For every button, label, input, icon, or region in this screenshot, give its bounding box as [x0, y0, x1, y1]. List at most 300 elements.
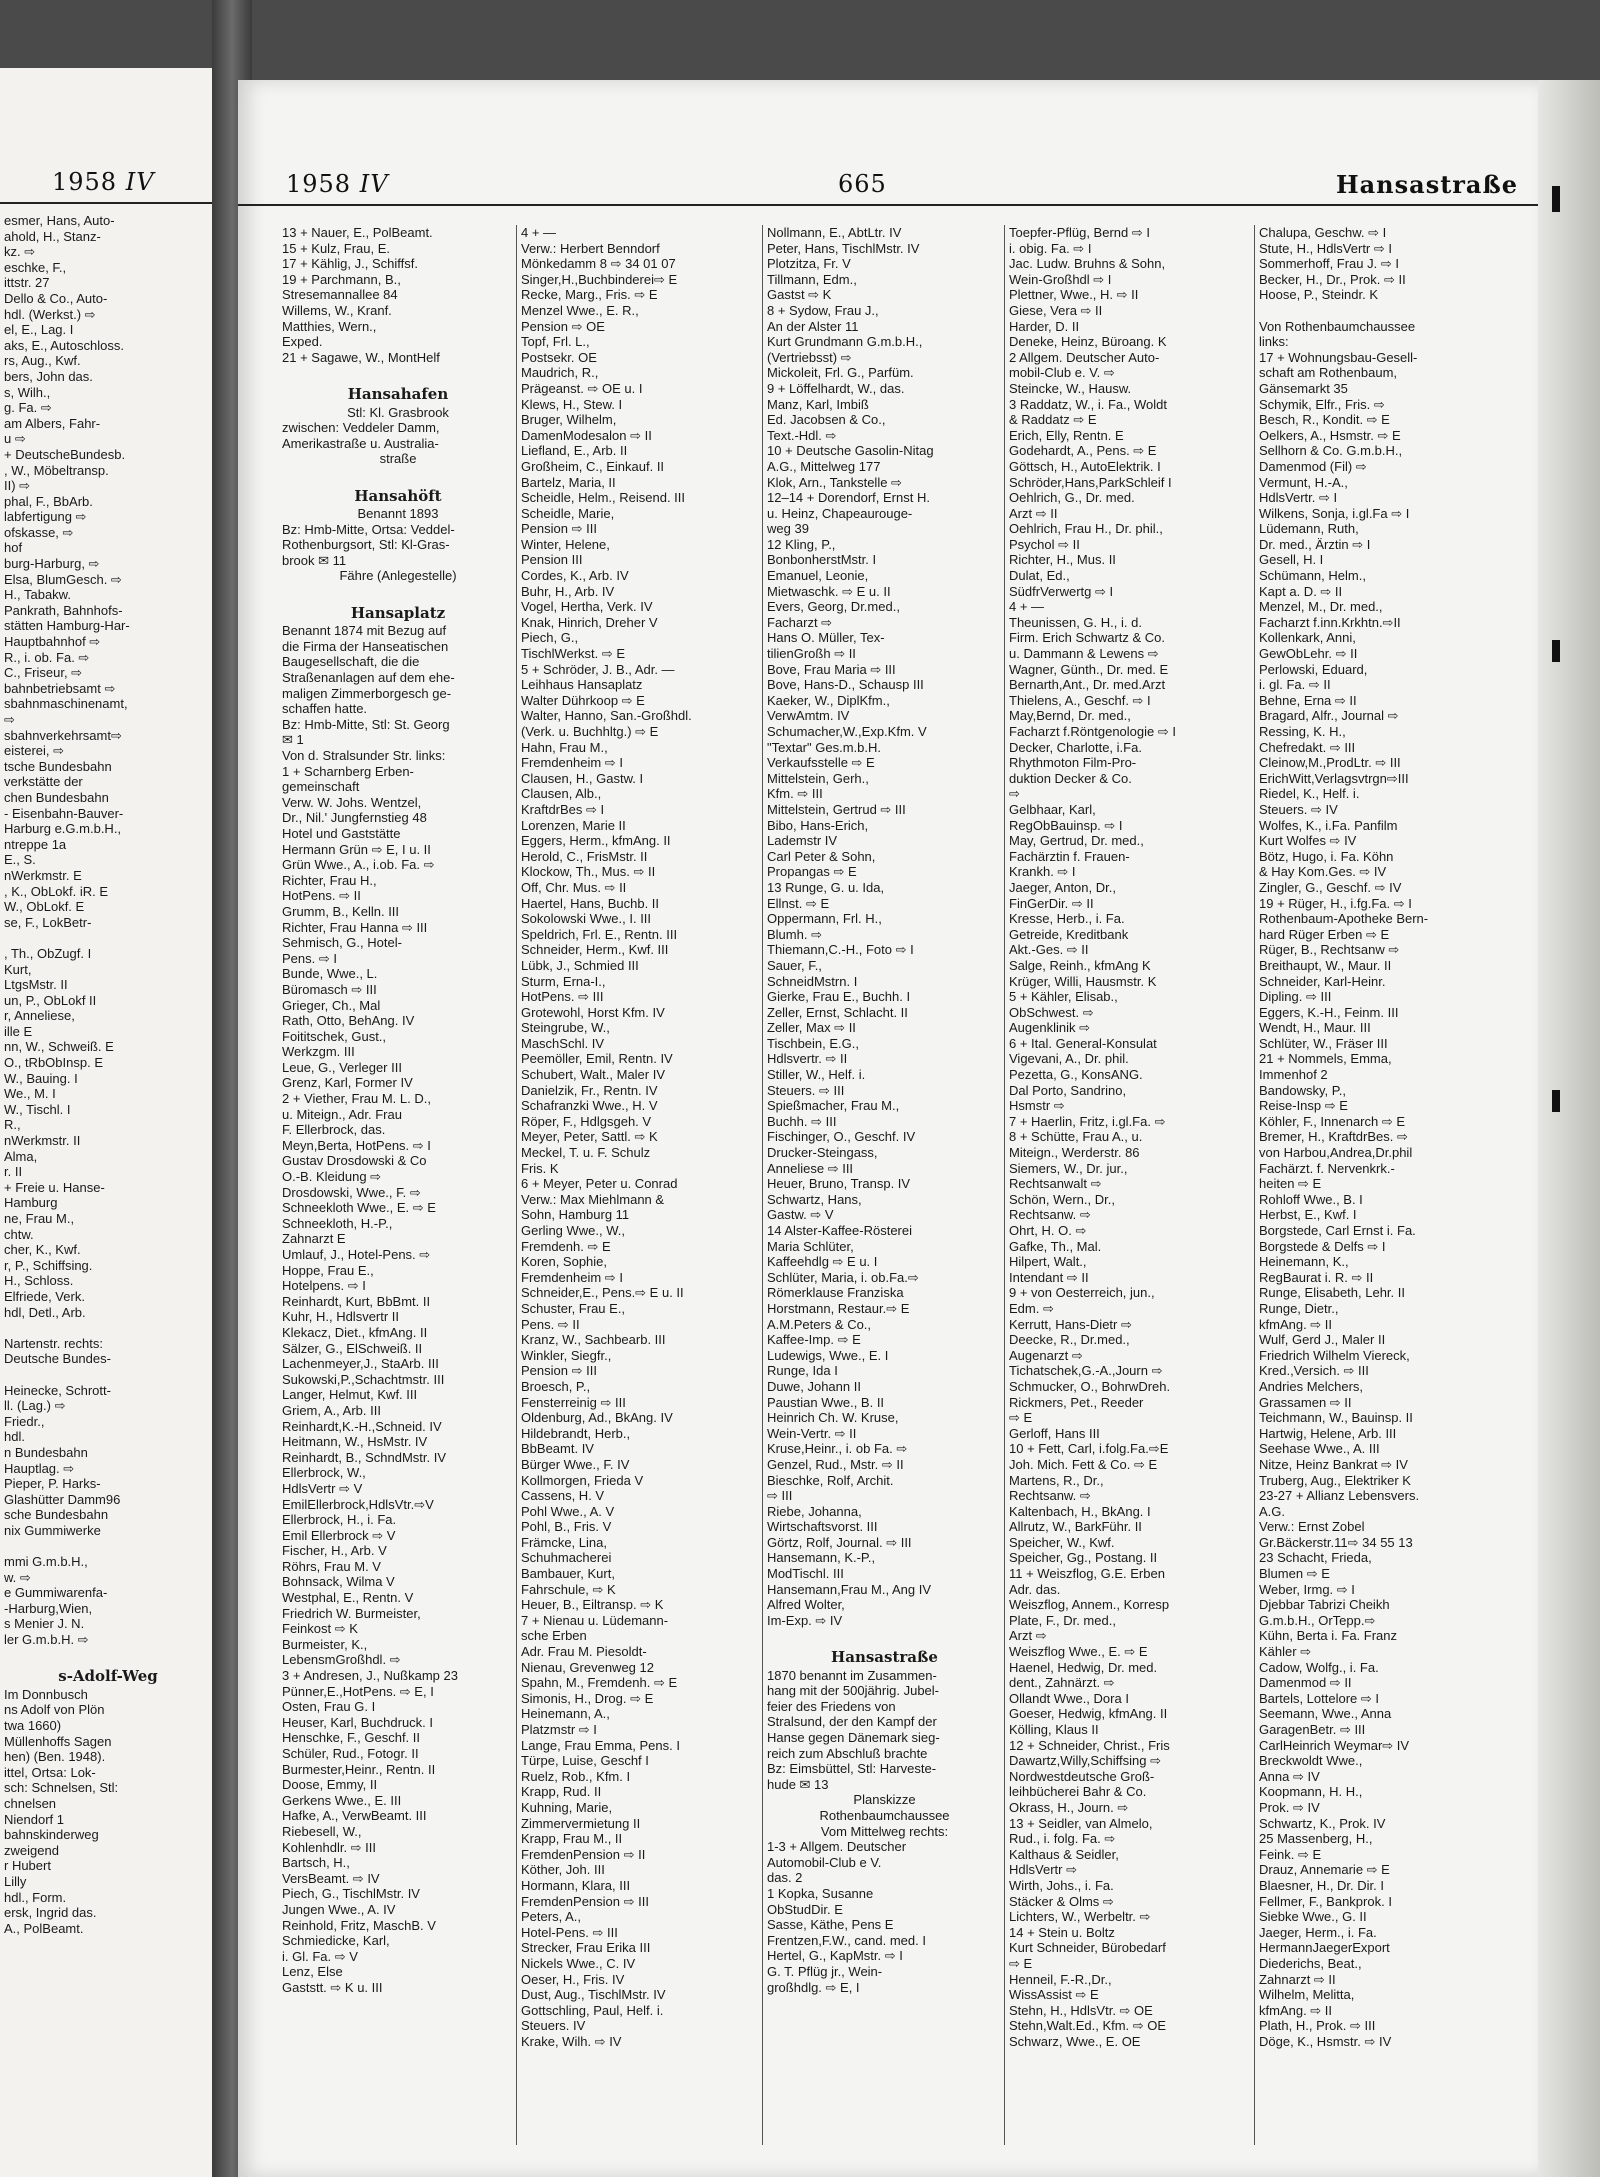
directory-entry: Kölling, Klaus II	[1009, 1722, 1099, 1737]
directory-entry: reich zum Abschluß brachte	[767, 1745, 928, 1761]
directory-entry: Sehmisch, G., Hotel-	[282, 935, 402, 951]
page-number: 665	[838, 170, 887, 198]
directory-entry: Gänsemarkt 35	[1259, 380, 1348, 396]
directory-entry: Peemöller, Emil, Rentn. IV	[521, 1051, 673, 1067]
directory-entry: Gr.Bäckerstr.11⇨ 34 55 13	[1259, 1534, 1413, 1550]
directory-entry: Schneekloth, H.-P.,	[282, 1215, 393, 1231]
directory-entry: Fensterreinig ⇨ III	[521, 1394, 626, 1410]
directory-entry: Piech, G., TischlMstr. IV	[282, 1886, 420, 1902]
directory-entry: Text.-Hdl. ⇨	[767, 427, 837, 443]
directory-entry: ahold, H., Stanz-	[4, 228, 101, 244]
directory-entry: May,Bernd, Dr. med.,	[1009, 708, 1131, 724]
directory-entry: Borgstede, Carl Ernst i. Fa.	[1259, 1223, 1416, 1238]
directory-entry: Henschke, F., Geschf. II	[282, 1730, 420, 1746]
directory-entry: Friedrich W. Burmeister,	[282, 1605, 421, 1621]
directory-entry: Feinkost ⇨ K	[282, 1621, 358, 1637]
directory-entry: ittstr. 27	[4, 275, 50, 291]
directory-entry: kz. ⇨	[4, 244, 36, 260]
directory-entry: Vogel, Hertha, Verk. IV	[521, 599, 653, 615]
directory-entry: Gastw. ⇨ V	[767, 1207, 834, 1223]
directory-entry: Mickoleit, Frl. G., Parfüm.	[767, 365, 914, 381]
directory-entry: Nienau, Grevenweg 12	[521, 1659, 654, 1675]
directory-entry: Heinemann, A.,	[521, 1706, 610, 1722]
directory-entry: Steuers. ⇨ III	[767, 1082, 845, 1098]
directory-entry: Türpe, Luise, Geschf I	[521, 1753, 649, 1769]
directory-entry: ler G.m.b.H. ⇨	[4, 1632, 89, 1648]
directory-entry: sche Erben	[521, 1628, 587, 1644]
left-page-header	[0, 168, 212, 204]
directory-entry: Hotel und Gaststätte	[282, 825, 401, 841]
spacer	[282, 467, 514, 483]
directory-entry: Lorenzen, Marie II	[521, 817, 626, 833]
directory-entry: Kaffee-Imp. ⇨ E	[767, 1332, 861, 1348]
directory-entry: Ohrt, H. O. ⇨	[1009, 1223, 1087, 1238]
directory-entry: Speldrich, Frl. E., Rentn. III	[521, 926, 678, 942]
section-note: Vom Mittelweg rechts:	[820, 1823, 949, 1839]
directory-entry: GaragenBetr. ⇨ III	[1259, 1722, 1366, 1737]
directory-entry: Pohl Wwe., A. V	[521, 1503, 615, 1519]
section-note: Rothenbaumchaussee	[819, 1807, 950, 1823]
directory-entry: Miteign., Werderstr. 86	[1009, 1145, 1140, 1161]
directory-entry: Grotewohl, Horst Kfm. IV	[521, 1004, 665, 1020]
directory-entry: Kred.,Versich. ⇨ III	[1259, 1363, 1369, 1379]
directory-entry: Teichmann, W., Bauinsp. II	[1259, 1410, 1413, 1426]
directory-entry: Feink. ⇨ E	[1259, 1846, 1322, 1862]
directory-entry: e Gummiwarenfa-	[4, 1585, 108, 1601]
directory-entry: Cleinow,M.,ProdLtr. ⇨ III	[1259, 755, 1401, 771]
directory-entry: Kresse, Herb., i. Fa.	[1009, 911, 1125, 927]
directory-entry: Allrutz, W., BarkFühr. II	[1009, 1519, 1142, 1535]
directory-entry: u. Heinz, Chapeaurouge-	[767, 505, 913, 521]
directory-entry: Weber, Irmg. ⇨ I	[1259, 1581, 1355, 1597]
directory-entry: Rhythmoton Film-Pro-	[1009, 755, 1137, 771]
directory-entry: sch: Schnelsen, Stl:	[4, 1780, 119, 1796]
directory-entry: Sasse, Käthe, Pens E	[767, 1917, 894, 1933]
directory-entry: das. 2	[767, 1870, 803, 1886]
directory-entry: Schubert, Walt., Maler IV	[521, 1067, 666, 1083]
directory-entry: bers, John das.	[4, 368, 93, 384]
directory-entry: Wolfes, K., i.Fa. Panfilm	[1259, 817, 1398, 833]
directory-entry: heiten ⇨ E	[1259, 1176, 1322, 1192]
directory-entry: Dulat, Ed.,	[1009, 568, 1070, 584]
directory-entry: Klews, H., Stew. I	[521, 396, 623, 412]
directory-entry: Fris. K	[521, 1160, 559, 1176]
directory-entry: Wagner, Günth., Dr. med. E	[1009, 661, 1169, 677]
directory-entry: Adr. das.	[1009, 1581, 1061, 1597]
directory-entry: R.,	[4, 1117, 21, 1133]
directory-entry: Topf, Frl. L.,	[521, 334, 590, 350]
directory-entry: Burmeister, K.,	[282, 1636, 368, 1652]
directory-entry: Henneil, F.-R.,Dr.,	[1009, 1971, 1112, 1987]
directory-entry: Maria Schlüter,	[767, 1238, 854, 1254]
directory-entry: Riebe, Johanna,	[767, 1503, 862, 1519]
directory-entry: schaft am Rothenbaum,	[1259, 365, 1398, 381]
directory-entry: Verw. W. Johs. Wentzel,	[282, 794, 422, 810]
directory-entry: r, Anneliese,	[4, 1008, 75, 1024]
directory-entry: Exped.	[282, 334, 323, 350]
directory-entry: Bötz, Hugo, i. Fa. Köhn	[1259, 848, 1394, 864]
directory-entry: Bruger, Wilhelm,	[521, 412, 617, 428]
directory-entry: 25 Massenberg, H.,	[1259, 1831, 1373, 1847]
directory-entry: phal, F., BbArb.	[4, 493, 93, 509]
directory-entry: Im-Exp. ⇨ IV	[767, 1612, 843, 1628]
directory-entry: Ellerbrock, W.,	[282, 1465, 366, 1481]
directory-entry: Schafranzki Wwe., H. V	[521, 1098, 658, 1114]
directory-entry: Sellhorn & Co. G.m.b.H.,	[1259, 443, 1403, 459]
directory-entry: Verw.: Herbert Benndorf	[521, 240, 660, 256]
directory-entry: tilienGroßh ⇨ II	[767, 646, 856, 662]
directory-entry: Stehn, H., HdlsVtr. ⇨ OE	[1009, 2002, 1153, 2018]
directory-entry: Wein-Großhdl ⇨ I	[1009, 271, 1112, 287]
spacer	[4, 1648, 212, 1664]
directory-entry: Rothenburgsort, Stl: Kl-Gras-	[282, 537, 450, 553]
directory-entry: 4 + —	[1009, 599, 1045, 615]
directory-entry: A., PolBeamt.	[4, 1920, 84, 1936]
directory-entry: hdl.	[4, 1429, 25, 1445]
directory-entry: Fremdenheim ⇨ I	[521, 755, 623, 771]
directory-entry: Alfred Wolter,	[767, 1597, 845, 1613]
directory-entry: 21 + Sagawe, W., MontHelf	[282, 349, 440, 365]
directory-entry: Foititschek, Gust.,	[282, 1028, 387, 1044]
directory-entry: Im Donnbusch	[4, 1686, 88, 1702]
directory-entry: Bove, Frau Maria ⇨ III	[767, 661, 896, 677]
spacer	[767, 1628, 1002, 1644]
directory-entry: hdl, Detl., Arb.	[4, 1304, 86, 1320]
directory-entry: Hansemann,Frau M., Ang IV	[767, 1581, 932, 1597]
directory-entry: Speicher, Gg., Postang. II	[1009, 1550, 1158, 1566]
directory-entry: Ed. Jacobsen & Co.,	[767, 412, 886, 428]
directory-entry: Thielens, A., Geschf. ⇨ I	[1009, 692, 1151, 708]
directory-entry: Nollmann, E., AbtLtr. IV	[767, 225, 902, 240]
directory-entry: 23-27 + Allianz Lebensvers.	[1259, 1488, 1420, 1504]
directory-entry: Haertel, Hans, Buchb. II	[521, 895, 660, 911]
directory-entry: Von Rothenbaumchaussee	[1259, 318, 1416, 334]
directory-entry: Reinhold, Fritz, MaschB. V	[282, 1917, 436, 1933]
directory-entry: ersk, Ingrid das.	[4, 1905, 97, 1921]
directory-entry: Pension III	[521, 552, 583, 568]
directory-entry: Drosdowski, Wwe., F. ⇨	[282, 1184, 421, 1200]
left-page-column	[0, 213, 212, 2133]
directory-entry: Benannt 1874 mit Bezug auf	[282, 623, 447, 639]
directory-entry: Rath, Otto, BehAng. IV	[282, 1013, 415, 1029]
directory-entry: O.-B. Kleidung ⇨	[282, 1169, 382, 1185]
directory-entry: Postsekr. OE	[521, 349, 597, 365]
directory-entry: Eggers, K.-H., Feinm. III	[1259, 1004, 1399, 1020]
directory-entry: + DeutscheBundesb.	[4, 446, 126, 462]
directory-entry: Drauz, Annemarie ⇨ E	[1259, 1862, 1390, 1878]
directory-entry: ModTischl. III	[767, 1566, 844, 1582]
directory-entry: Römerklause Franziska	[767, 1285, 904, 1301]
spacer	[4, 930, 212, 946]
directory-entry: Propangas ⇨ E	[767, 864, 857, 880]
directory-entry: brook ✉ 11	[282, 552, 347, 568]
directory-entry: Hilpert, Walt.,	[1009, 1254, 1087, 1270]
directory-entry: Simonis, H., Drog. ⇨ E	[521, 1690, 654, 1706]
directory-entry: Off, Chr. Mus. ⇨ II	[521, 879, 627, 895]
directory-entry: Jac. Ludw. Bruhns & Sohn,	[1009, 256, 1166, 272]
directory-entry: Bz: Eimsbüttel, Stl: Harveste-	[767, 1761, 937, 1777]
directory-entry: Ruelz, Rob., Kfm. I	[521, 1768, 631, 1784]
directory-entry: G. T. Pflüg jr., Wein-	[767, 1963, 883, 1979]
directory-entry: Bürger Wwe., F. IV	[521, 1456, 630, 1472]
directory-entry: Dipling. ⇨ III	[1259, 989, 1332, 1005]
directory-entry: (Verk. u. Buchhltg.) ⇨ E	[521, 724, 659, 739]
directory-entry: Akt.-Ges. ⇨ II	[1009, 942, 1089, 958]
directory-entry: Schneider,E., Pens.⇨ E u. II	[521, 1285, 684, 1301]
directory-entry: Sohn, Hamburg 11	[521, 1207, 630, 1223]
directory-entry: 3 + Andresen, J., Nußkamp 23	[282, 1668, 458, 1684]
directory-entry: Müllenhoffs Sagen	[4, 1733, 112, 1749]
spacer	[4, 1320, 212, 1336]
directory-entry: Chefredakt. ⇨ III	[1259, 739, 1356, 755]
directory-entry: Tichatschek,G.-A.,Journ ⇨	[1009, 1363, 1163, 1379]
directory-entry: 11 + Weiszflog, G.E. Erben	[1009, 1566, 1165, 1582]
directory-entry: W., ObLokf. E	[4, 899, 85, 915]
directory-entry: Perlowski, Eduard,	[1259, 661, 1368, 677]
directory-entry: Zeller, Max ⇨ II	[767, 1020, 856, 1036]
directory-entry: Schneider, Herm., Kwf. III	[521, 942, 669, 958]
directory-entry: weg 39	[767, 521, 809, 537]
directory-entry: Harder, D. II	[1009, 318, 1080, 334]
directory-entry: Blaesner, H., Dr. Dir. I	[1259, 1877, 1384, 1893]
directory-entry: Griem, A., Arb. III	[282, 1402, 381, 1418]
directory-entry: Verkaufsstelle ⇨ E	[767, 755, 875, 771]
directory-entry: Sälzer, G., ElSchweiß. II	[282, 1340, 423, 1356]
directory-entry: Wilkens, Sonja, i.gl.Fa ⇨ I	[1259, 505, 1410, 521]
directory-entry: ErichWitt,Verlagsvtrgn⇨III	[1259, 770, 1409, 786]
directory-entry: Maudrich, R.,	[521, 365, 599, 381]
directory-entry: Pension ⇨ OE	[521, 318, 605, 334]
directory-entry: 10 + Fett, Carl, i.folg.Fa.⇨E	[1009, 1441, 1169, 1457]
section-note: Stl: Kl. Grasbrook	[347, 404, 449, 420]
left-page	[0, 68, 214, 2177]
directory-entry: + Freie u. Hanse-	[4, 1179, 105, 1195]
directory-entry: Spahn, M., Fremdenh. ⇨ E	[521, 1675, 678, 1691]
directory-entry: Bz: Hmb-Mitte, Stl: St. Georg	[282, 716, 450, 732]
directory-entry: DamenModesalon ⇨ II	[521, 427, 652, 443]
directory-entry: Meyer, Peter, Sattl. ⇨ K	[521, 1129, 658, 1145]
directory-entry: i. gl. Fa. ⇨ II	[1259, 677, 1331, 693]
directory-entry: Evers, Georg, Dr.med.,	[767, 599, 900, 615]
directory-entry: Steingrube, W.,	[521, 1020, 610, 1036]
directory-entry: Gustav Drosdowski & Co	[282, 1153, 427, 1169]
directory-entry: Dust, Aug., TischlMstr. IV	[521, 1987, 666, 2003]
directory-entry: SchneidMstrn. I	[767, 973, 858, 989]
directory-entry: Djebbar Tabrizi Cheikh	[1259, 1597, 1390, 1613]
directory-entry: Dr. med., Ärztin ⇨ I	[1259, 536, 1371, 552]
directory-entry: Weiszflog Wwe., E. ⇨ E	[1009, 1644, 1148, 1660]
directory-entry: eisterei, ⇨	[4, 743, 65, 759]
directory-entry: Prägeanst. ⇨ OE u. I	[521, 380, 643, 396]
directory-entry: May, Gertrud, Dr. med.,	[1009, 833, 1144, 849]
directory-entry: Pension ⇨ III	[521, 1363, 597, 1379]
directory-entry: ⇨ E	[1009, 1410, 1033, 1426]
directory-entry: -Harburg,Wien,	[4, 1600, 93, 1616]
directory-entry: Plath, H., Prok. ⇨ III	[1259, 2018, 1376, 2034]
directory-entry: dent., Zahnärzt. ⇨	[1009, 1675, 1115, 1691]
directory-entry: Gottschling, Paul, Helf. i.	[521, 2002, 664, 2018]
section-heading: Hansahöft	[354, 488, 442, 505]
directory-entry: feier des Friedens von	[767, 1698, 896, 1714]
directory-entry: Pohl, B., Fris. V	[521, 1519, 612, 1535]
directory-entry: Leue, G., Verleger III	[282, 1059, 402, 1075]
directory-entry: 21 + Nommels, Emma,	[1259, 1051, 1392, 1067]
directory-entry: Sturm, Erna-I.,	[521, 973, 606, 989]
directory-entry: Dal Porto, Sandrino,	[1009, 1082, 1127, 1098]
directory-entry: Gafke, Th., Mal.	[1009, 1238, 1102, 1254]
directory-entry: 6 + Meyer, Peter u. Conrad	[521, 1176, 678, 1192]
directory-entry: Rechtsanw. ⇨	[1009, 1488, 1091, 1504]
directory-entry: Joh. Mich. Fett & Co. ⇨ E	[1009, 1456, 1158, 1472]
directory-entry: Bz: Hmb-Mitte, Ortsa: Veddel-	[282, 521, 455, 537]
directory-entry: 1 Kopka, Susanne	[767, 1885, 874, 1901]
directory-entry: 14 + Stein u. Boltz	[1009, 1924, 1115, 1940]
directory-entry: Pezetta, G., KonsANG.	[1009, 1067, 1143, 1083]
directory-entry: Piech, G.,	[521, 630, 579, 646]
directory-entry: Amerikastraße u. Australia-	[282, 435, 439, 451]
directory-entry: Plotzitza, Fr. V	[767, 256, 851, 272]
directory-entry: Reinhardt,K.-H.,Schneid. IV	[282, 1418, 442, 1434]
section-note: Planskizze	[853, 1792, 916, 1808]
directory-entry: Schmiedicke, Karl,	[282, 1933, 390, 1949]
directory-entry: Kollenkark, Anni,	[1259, 630, 1356, 646]
directory-entry: Oelkers, A., Hsmstr. ⇨ E	[1259, 427, 1401, 443]
directory-entry: Kaltenbach, H., BkAng. I	[1009, 1503, 1151, 1519]
spacer	[1259, 303, 1494, 319]
directory-entry: RegObBauinsp. ⇨ I	[1009, 817, 1123, 833]
directory-entry: Alma,	[4, 1148, 38, 1164]
directory-entry: Gierke, Frau E., Buchh. I	[767, 989, 911, 1005]
directory-entry: Seemann, Wwe., Anna	[1259, 1706, 1392, 1722]
directory-entry: Thiemann,C.-H., Foto ⇨ I	[767, 942, 914, 958]
directory-entry: Hamburg	[4, 1195, 58, 1211]
directory-entry: Pens. ⇨ I	[282, 950, 337, 966]
directory-entry: - Eisenbahn-Bauver-	[4, 805, 124, 821]
directory-entry: Krankh. ⇨ I	[1009, 864, 1076, 880]
directory-entry: Mietwaschk. ⇨ E u. II	[767, 583, 891, 599]
directory-entry: die Firma der Hanseatischen	[282, 638, 449, 654]
directory-entry: Koren, Sophie,	[521, 1254, 608, 1270]
directory-entry: Wirth, Johs., i. Fa.	[1009, 1877, 1114, 1893]
directory-entry: Bartels, Lottelore ⇨ I	[1259, 1690, 1380, 1706]
directory-entry: Menzel Wwe., E. R.,	[521, 302, 639, 318]
directory-entry: ⇨ E	[1009, 1955, 1033, 1971]
directory-entry: ✉ 1	[282, 732, 304, 748]
directory-entry: Zahnarzt ⇨ II	[1259, 1971, 1336, 1987]
directory-entry: Clausen, Alb.,	[521, 786, 602, 802]
directory-entry: Kaeker, W., DiplKfm.,	[767, 692, 890, 708]
directory-entry: 10 + Deutsche Gasolin-Nitag	[767, 443, 934, 459]
directory-entry: Zahnarzt E	[282, 1231, 346, 1247]
directory-entry: G.m.b.H., OrTepp.⇨	[1259, 1612, 1376, 1628]
directory-entry: , K., ObLokf. iR. E	[4, 883, 109, 899]
directory-entry: Bunde, Wwe., L.	[282, 966, 378, 982]
page-edge	[1538, 80, 1600, 2177]
directory-entry: ofskasse, ⇨	[4, 524, 74, 540]
directory-entry: Diederichs, Beat.,	[1259, 1955, 1362, 1971]
directory-entry: Främcke, Lina,	[521, 1534, 607, 1550]
directory-entry: Gelbhaar, Karl,	[1009, 801, 1096, 817]
directory-entry: Schymik, Elfr., Fris. ⇨	[1259, 396, 1385, 412]
directory-entry: Decker, Charlotte, i.Fa.	[1009, 739, 1142, 755]
directory-entry: Bieschke, Rolf, Archit.	[767, 1472, 894, 1488]
edge-tab-mark	[1552, 186, 1560, 212]
directory-entry: Büromasch ⇨ III	[282, 981, 377, 997]
directory-entry: Manz, Karl, Imbiß	[767, 396, 869, 412]
directory-entry: Lange, Frau Emma, Pens. I	[521, 1737, 680, 1753]
directory-entry: Grün Wwe., A., i.ob. Fa. ⇨	[282, 857, 435, 873]
directory-entry: Hahn, Frau M.,	[521, 739, 608, 755]
directory-entry: sche Bundesbahn	[4, 1507, 109, 1523]
directory-entry: Jaeger, Herm., i. Fa.	[1259, 1924, 1377, 1940]
directory-entry: Winter, Helene,	[521, 536, 610, 552]
directory-entry: Schlüter, Maria, i. ob.Fa.⇨	[767, 1269, 919, 1285]
directory-entry: W., Bauing. I	[4, 1070, 78, 1086]
directory-entry: Hormann, Klara, III	[521, 1877, 631, 1893]
directory-entry: Schwartz, K., Prok. IV	[1259, 1815, 1386, 1831]
directory-entry: Wirtschaftsvorst. III	[767, 1519, 878, 1535]
directory-entry: Friedrich Wilhelm Viereck,	[1259, 1347, 1410, 1363]
directory-entry: 5 + Kähler, Elisab.,	[1009, 989, 1118, 1005]
directory-entry: A.G.	[1259, 1503, 1286, 1519]
directory-entry: Friedr.,	[4, 1413, 45, 1429]
directory-entry: Nickels Wwe., C. IV	[521, 1955, 636, 1971]
directory-entry: Meckel, T. u. F. Schulz	[521, 1145, 651, 1161]
directory-entry: Dawartz,Willy,Schiffsing ⇨	[1009, 1753, 1162, 1769]
directory-entry: Recke, Marg., Fris. ⇨ E	[521, 287, 658, 303]
directory-entry: Stralsund, der den Kampf der	[767, 1714, 937, 1730]
directory-entry: Walter Dührkoop ⇨ E	[521, 692, 645, 708]
directory-entry: Wulf, Gerd J., Maler II	[1259, 1332, 1386, 1348]
directory-column-5	[1254, 225, 1494, 2145]
directory-entry: Adr. Frau M. Piesoldt-	[521, 1644, 647, 1660]
directory-entry: Pieper, P. Harks-	[4, 1476, 101, 1492]
directory-entry: Werkzgm. III	[282, 1044, 355, 1060]
directory-entry: R., i. ob. Fa. ⇨	[4, 649, 90, 665]
directory-entry: Cassens, H. V	[521, 1488, 605, 1504]
directory-entry: 9 + Löffelhardt, W., das.	[767, 380, 905, 396]
directory-entry: 1870 benannt im Zusammen-	[767, 1667, 937, 1683]
directory-entry: Zimmervermietung II	[521, 1815, 641, 1831]
directory-entry: Buchh. ⇨ III	[767, 1113, 837, 1129]
directory-entry: kfmAng. ⇨ II	[1259, 2002, 1333, 2018]
directory-entry: Krapp, Rud. II	[521, 1784, 602, 1800]
directory-entry: mmi G.m.b.H.,	[4, 1554, 88, 1570]
directory-entry: Elfriede, Verk.	[4, 1288, 85, 1304]
directory-entry: s Menier J. N.	[4, 1616, 85, 1632]
directory-entry: n Bundesbahn	[4, 1444, 88, 1460]
directory-entry: un, P., ObLokf II	[4, 992, 97, 1008]
directory-entry: Behne, Erna ⇨ II	[1259, 692, 1357, 708]
directory-entry: esmer, Hans, Auto-	[4, 213, 115, 228]
spacer	[282, 365, 514, 381]
directory-entry: Kapt a. D. ⇨ II	[1259, 583, 1343, 599]
directory-entry: Kruse,Heinr., i. ob Fa. ⇨	[767, 1441, 908, 1457]
directory-entry: hard Rüger Erben ⇨ E	[1259, 926, 1390, 942]
directory-entry: Runge, Dietr.,	[1259, 1300, 1339, 1316]
directory-entry: Carl Peter & Sohn,	[767, 848, 876, 864]
directory-entry: Oldenburg, Ad., BkAng. IV	[521, 1410, 673, 1426]
directory-entry: Knak, Hinrich, Dreher V	[521, 614, 658, 630]
directory-entry: Oppermann, Frl. H.,	[767, 911, 882, 927]
directory-entry: 3 Raddatz, W., i. Fa., Woldt	[1009, 396, 1167, 412]
directory-entry: Ellnst. ⇨ E	[767, 895, 830, 911]
directory-entry: hen) (Ben. 1948).	[4, 1749, 106, 1765]
directory-entry: Hansemann, K.-P.,	[767, 1550, 876, 1566]
directory-entry: Glashütter Damm96	[4, 1491, 121, 1507]
directory-entry: Paustian Wwe., B. II	[767, 1394, 885, 1410]
directory-entry: Okrass, H., Journ. ⇨	[1009, 1799, 1129, 1815]
